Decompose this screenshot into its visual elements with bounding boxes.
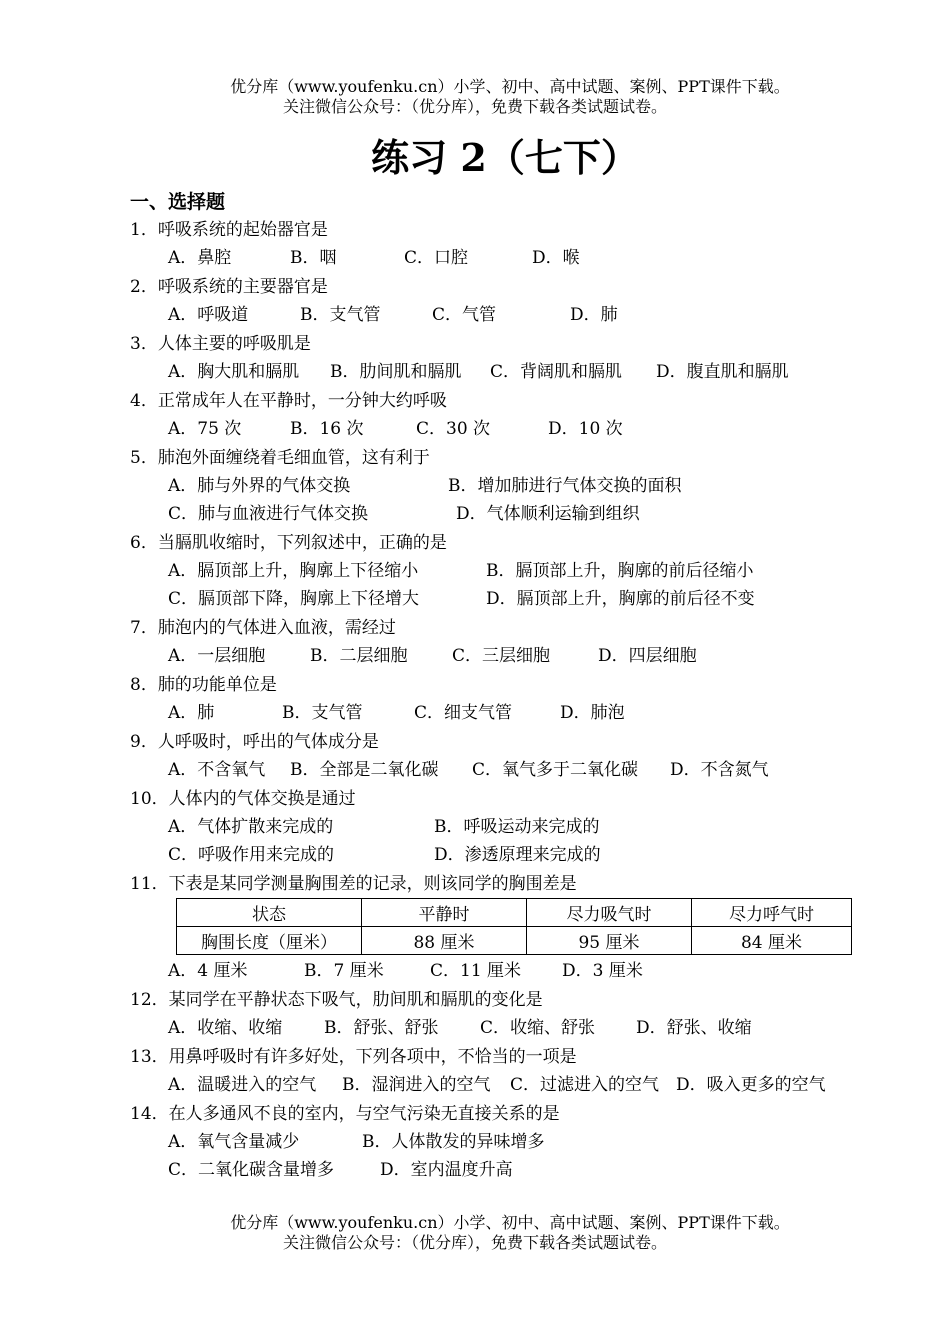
option: A．收缩、收缩: [168, 1018, 283, 1038]
table-header-cell: 平静时: [362, 899, 527, 927]
option: C．呼吸作用来完成的: [168, 845, 335, 865]
option: B．舒张、舒张: [324, 1018, 439, 1038]
question-stem: 3．人体主要的呼吸肌是: [130, 334, 311, 354]
page-header: [0, 77, 950, 117]
table-header-cell: 尽力呼气时: [692, 899, 852, 927]
option: B．膈顶部上升，胸廓的前后径缩小: [486, 561, 754, 581]
chest-measurement-table: [176, 898, 852, 955]
option: B．湿润进入的空气: [342, 1075, 491, 1095]
option: D．舒张、收缩: [636, 1018, 752, 1038]
option: A．膈顶部上升，胸廓上下径缩小: [168, 561, 419, 581]
question-stem: 7．肺泡内的气体进入血液，需经过: [130, 618, 396, 638]
question-stem: 13．用鼻呼吸时有许多好处，下列各项中，不恰当的一项是: [130, 1047, 577, 1067]
option: A．氧气含量减少: [168, 1132, 300, 1152]
question-stem: 1．呼吸系统的起始器官是: [130, 220, 328, 240]
table-row: [177, 927, 852, 955]
option: D．气体顺利运输到组织: [456, 504, 640, 524]
option: C．过滤进入的空气: [510, 1075, 660, 1095]
footer-line-2: 关注微信公众号：（优分库），免费下载各类试题试卷。: [282, 1233, 667, 1252]
question-stem: 11．下表是某同学测量胸围差的记录，则该同学的胸围差是: [130, 874, 577, 894]
page-title: 练习 2（七下）: [371, 135, 639, 180]
option: B．全部是二氧化碳: [290, 760, 439, 780]
question-stem: 8．肺的功能单位是: [130, 675, 277, 695]
option: D．吸入更多的空气: [676, 1075, 826, 1095]
question-stem: 6．当膈肌收缩时，下列叙述中，正确的是: [130, 533, 447, 553]
question-stem: 2．呼吸系统的主要器官是: [130, 277, 328, 297]
option: D．喉: [532, 248, 580, 268]
option: B．人体散发的异味增多: [362, 1132, 545, 1152]
option: C．气管: [432, 305, 497, 325]
question-stem: 5．肺泡外面缠绕着毛细血管，这有利于: [130, 448, 430, 468]
option: C．收缩、舒张: [480, 1018, 596, 1038]
option: D．腹直肌和膈肌: [656, 362, 789, 382]
option: C．二氧化碳含量增多: [168, 1160, 335, 1180]
table-header-cell: 状态: [177, 899, 362, 927]
option: A．鼻腔: [168, 248, 232, 268]
option: C．11 厘米: [430, 961, 522, 981]
option: A．气体扩散来完成的: [168, 817, 334, 837]
option: C．三层细胞: [452, 646, 551, 666]
option: C．膈顶部下降，胸廓上下径增大: [168, 589, 420, 609]
option: B．呼吸运动来完成的: [434, 817, 600, 837]
table-cell: 95 厘米: [527, 927, 692, 955]
footer-line-1: 优分库（www.youfenku.cn）小学、初中、高中试题、案例、PPT课件下载。: [230, 1213, 790, 1232]
table-cell: 88 厘米: [362, 927, 527, 955]
option: D．肺泡: [560, 703, 625, 723]
option: C．背阔肌和膈肌: [490, 362, 623, 382]
option: A．呼吸道: [168, 305, 249, 325]
option: A．一层细胞: [168, 646, 266, 666]
header-line-2: 关注微信公众号：（优分库），免费下载各类试题试卷。: [282, 97, 667, 116]
option: A．不含氧气: [168, 760, 266, 780]
option: B．支气管: [282, 703, 363, 723]
option: D．四层细胞: [598, 646, 697, 666]
option: B．增加肺进行气体交换的面积: [448, 476, 682, 496]
option: A．胸大肌和膈肌: [168, 362, 300, 382]
option: C．细支气管: [414, 703, 513, 723]
header-line-1: 优分库（www.youfenku.cn）小学、初中、高中试题、案例、PPT课件下载。: [230, 77, 790, 96]
question-stem: 12．某同学在平静状态下吸气，肋间肌和膈肌的变化是: [130, 990, 543, 1010]
option: C．30 次: [416, 419, 491, 439]
section-heading: 一、选择题: [130, 191, 226, 213]
option: A．75 次: [168, 419, 242, 439]
option: A．肺与外界的气体交换: [168, 476, 351, 496]
question-stem: 10．人体内的气体交换是通过: [130, 789, 356, 809]
option: A．肺: [168, 703, 215, 723]
option: B．二层细胞: [310, 646, 408, 666]
option: A．温暖进入的空气: [168, 1075, 317, 1095]
option: C．氧气多于二氧化碳: [472, 760, 639, 780]
option: C．肺与血液进行气体交换: [168, 504, 369, 524]
option: C．口腔: [404, 248, 469, 268]
option: B．支气管: [300, 305, 381, 325]
option: B．7 厘米: [304, 961, 384, 981]
option: B．肋间肌和膈肌: [330, 362, 462, 382]
option: B．16 次: [290, 419, 364, 439]
option: A．4 厘米: [168, 961, 248, 981]
question-stem: 9．人呼吸时，呼出的气体成分是: [130, 732, 379, 752]
option: D．不含氮气: [670, 760, 769, 780]
table-cell: 84 厘米: [692, 927, 852, 955]
table-cell: 胸围长度（厘米）: [177, 927, 362, 955]
option: D．渗透原理来完成的: [434, 845, 601, 865]
page-footer: [0, 1213, 950, 1253]
option: B．咽: [290, 248, 337, 268]
table-header-row: [177, 899, 852, 927]
option: D．10 次: [548, 419, 623, 439]
option: D．室内温度升高: [380, 1160, 513, 1180]
question-stem: 14．在人多通风不良的室内，与空气污染无直接关系的是: [130, 1104, 560, 1124]
option: D．肺: [570, 305, 618, 325]
table-header-cell: 尽力吸气时: [527, 899, 692, 927]
option: D．3 厘米: [562, 961, 643, 981]
question-stem: 4．正常成年人在平静时，一分钟大约呼吸: [130, 391, 447, 411]
option: D．膈顶部上升，胸廓的前后径不变: [486, 589, 755, 609]
